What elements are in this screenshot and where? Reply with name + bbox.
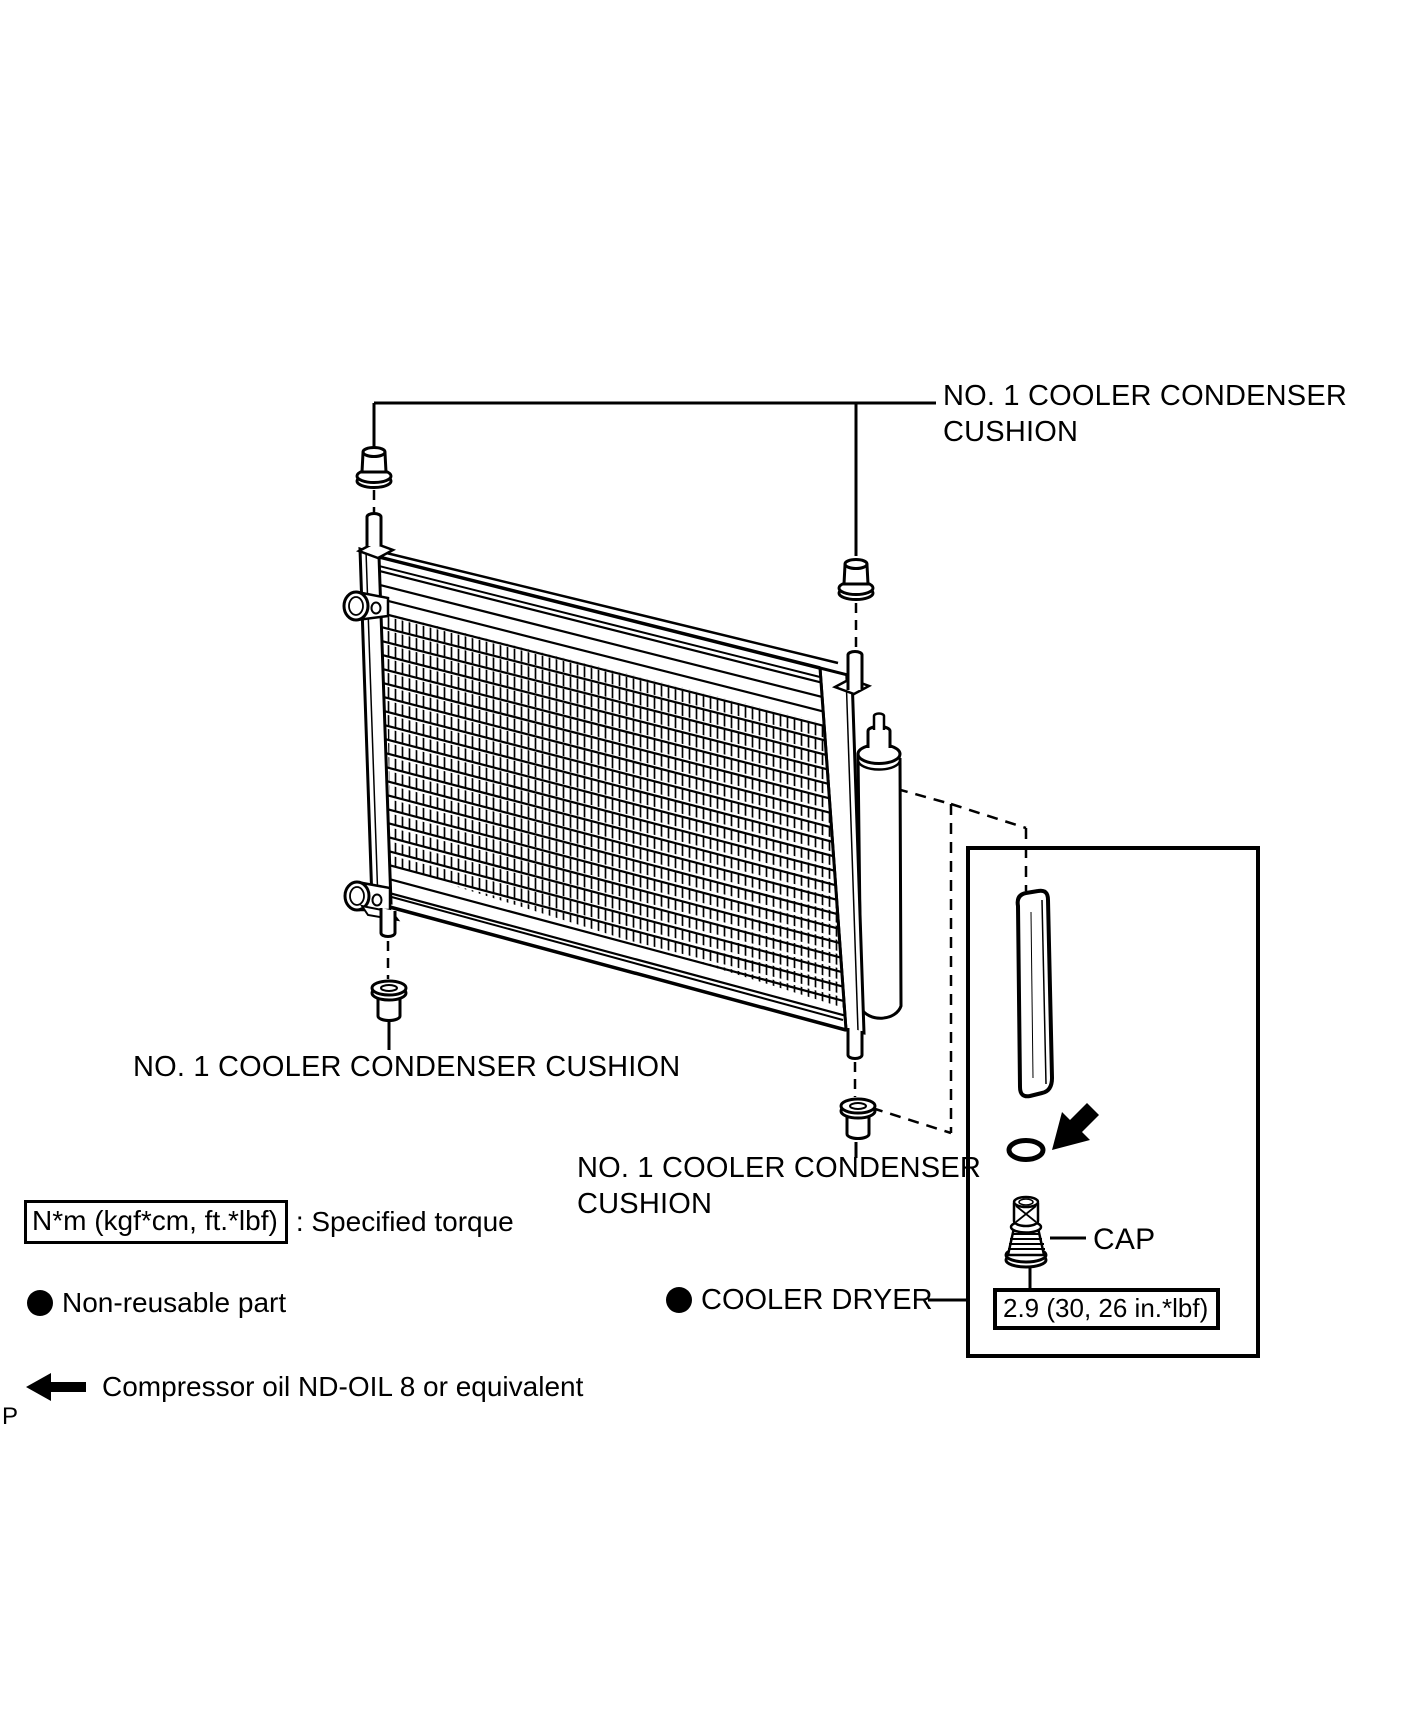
peg-bottom-left [381,908,395,937]
detail-box [968,828,1258,1356]
legend-non-reusable-row [27,1286,286,1320]
peg-bottom-right [848,1028,862,1059]
legend-compressor-oil-row [26,1370,583,1404]
non-reusable-text: Non-reusable part [62,1287,287,1318]
torque-symbol-box: N*m (kgf*cm, ft.*lbf) [24,1200,288,1244]
cushion-top-left [357,448,391,488]
peg-top-left [367,514,381,547]
legend-torque-row [24,1200,514,1244]
oil-arrow-icon [1052,1103,1099,1150]
cooler-dryer-text: COOLER DRYER [701,1284,933,1316]
label-cap: CAP [1093,1223,1156,1256]
label-cooler-dryer-row [666,1283,933,1317]
cap-torque-box: 2.9 (30, 26 in.*lbf) [993,1288,1220,1330]
torque-meaning-text: : Specified torque [295,1206,514,1237]
cushion-top-right [839,560,873,600]
desiccant-bag [1018,891,1052,1097]
label-cushion-bottom-left: NO. 1 COOLER CONDENSER CUSHION [133,1051,681,1083]
cushion-bottom-left [372,981,406,1021]
bullet-icon [666,1287,692,1313]
cushion-bottom-right [841,1099,875,1139]
peg-top-right [848,652,862,690]
upper-pipe-fitting [344,592,388,620]
bullet-icon [27,1290,53,1316]
label-cushion-top-right: NO. 1 COOLER CONDENSER CUSHION [943,380,1348,448]
receiver-dryer [858,714,901,1019]
compressor-oil-text: Compressor oil ND-OIL 8 or equivalent [102,1371,584,1402]
label-cushion-bottom-center: NO. 1 COOLER CONDENSER CUSHION [577,1152,982,1220]
left-arrow-icon [26,1372,86,1402]
condenser-core [370,549,846,1030]
page-marker: P [2,1403,19,1430]
